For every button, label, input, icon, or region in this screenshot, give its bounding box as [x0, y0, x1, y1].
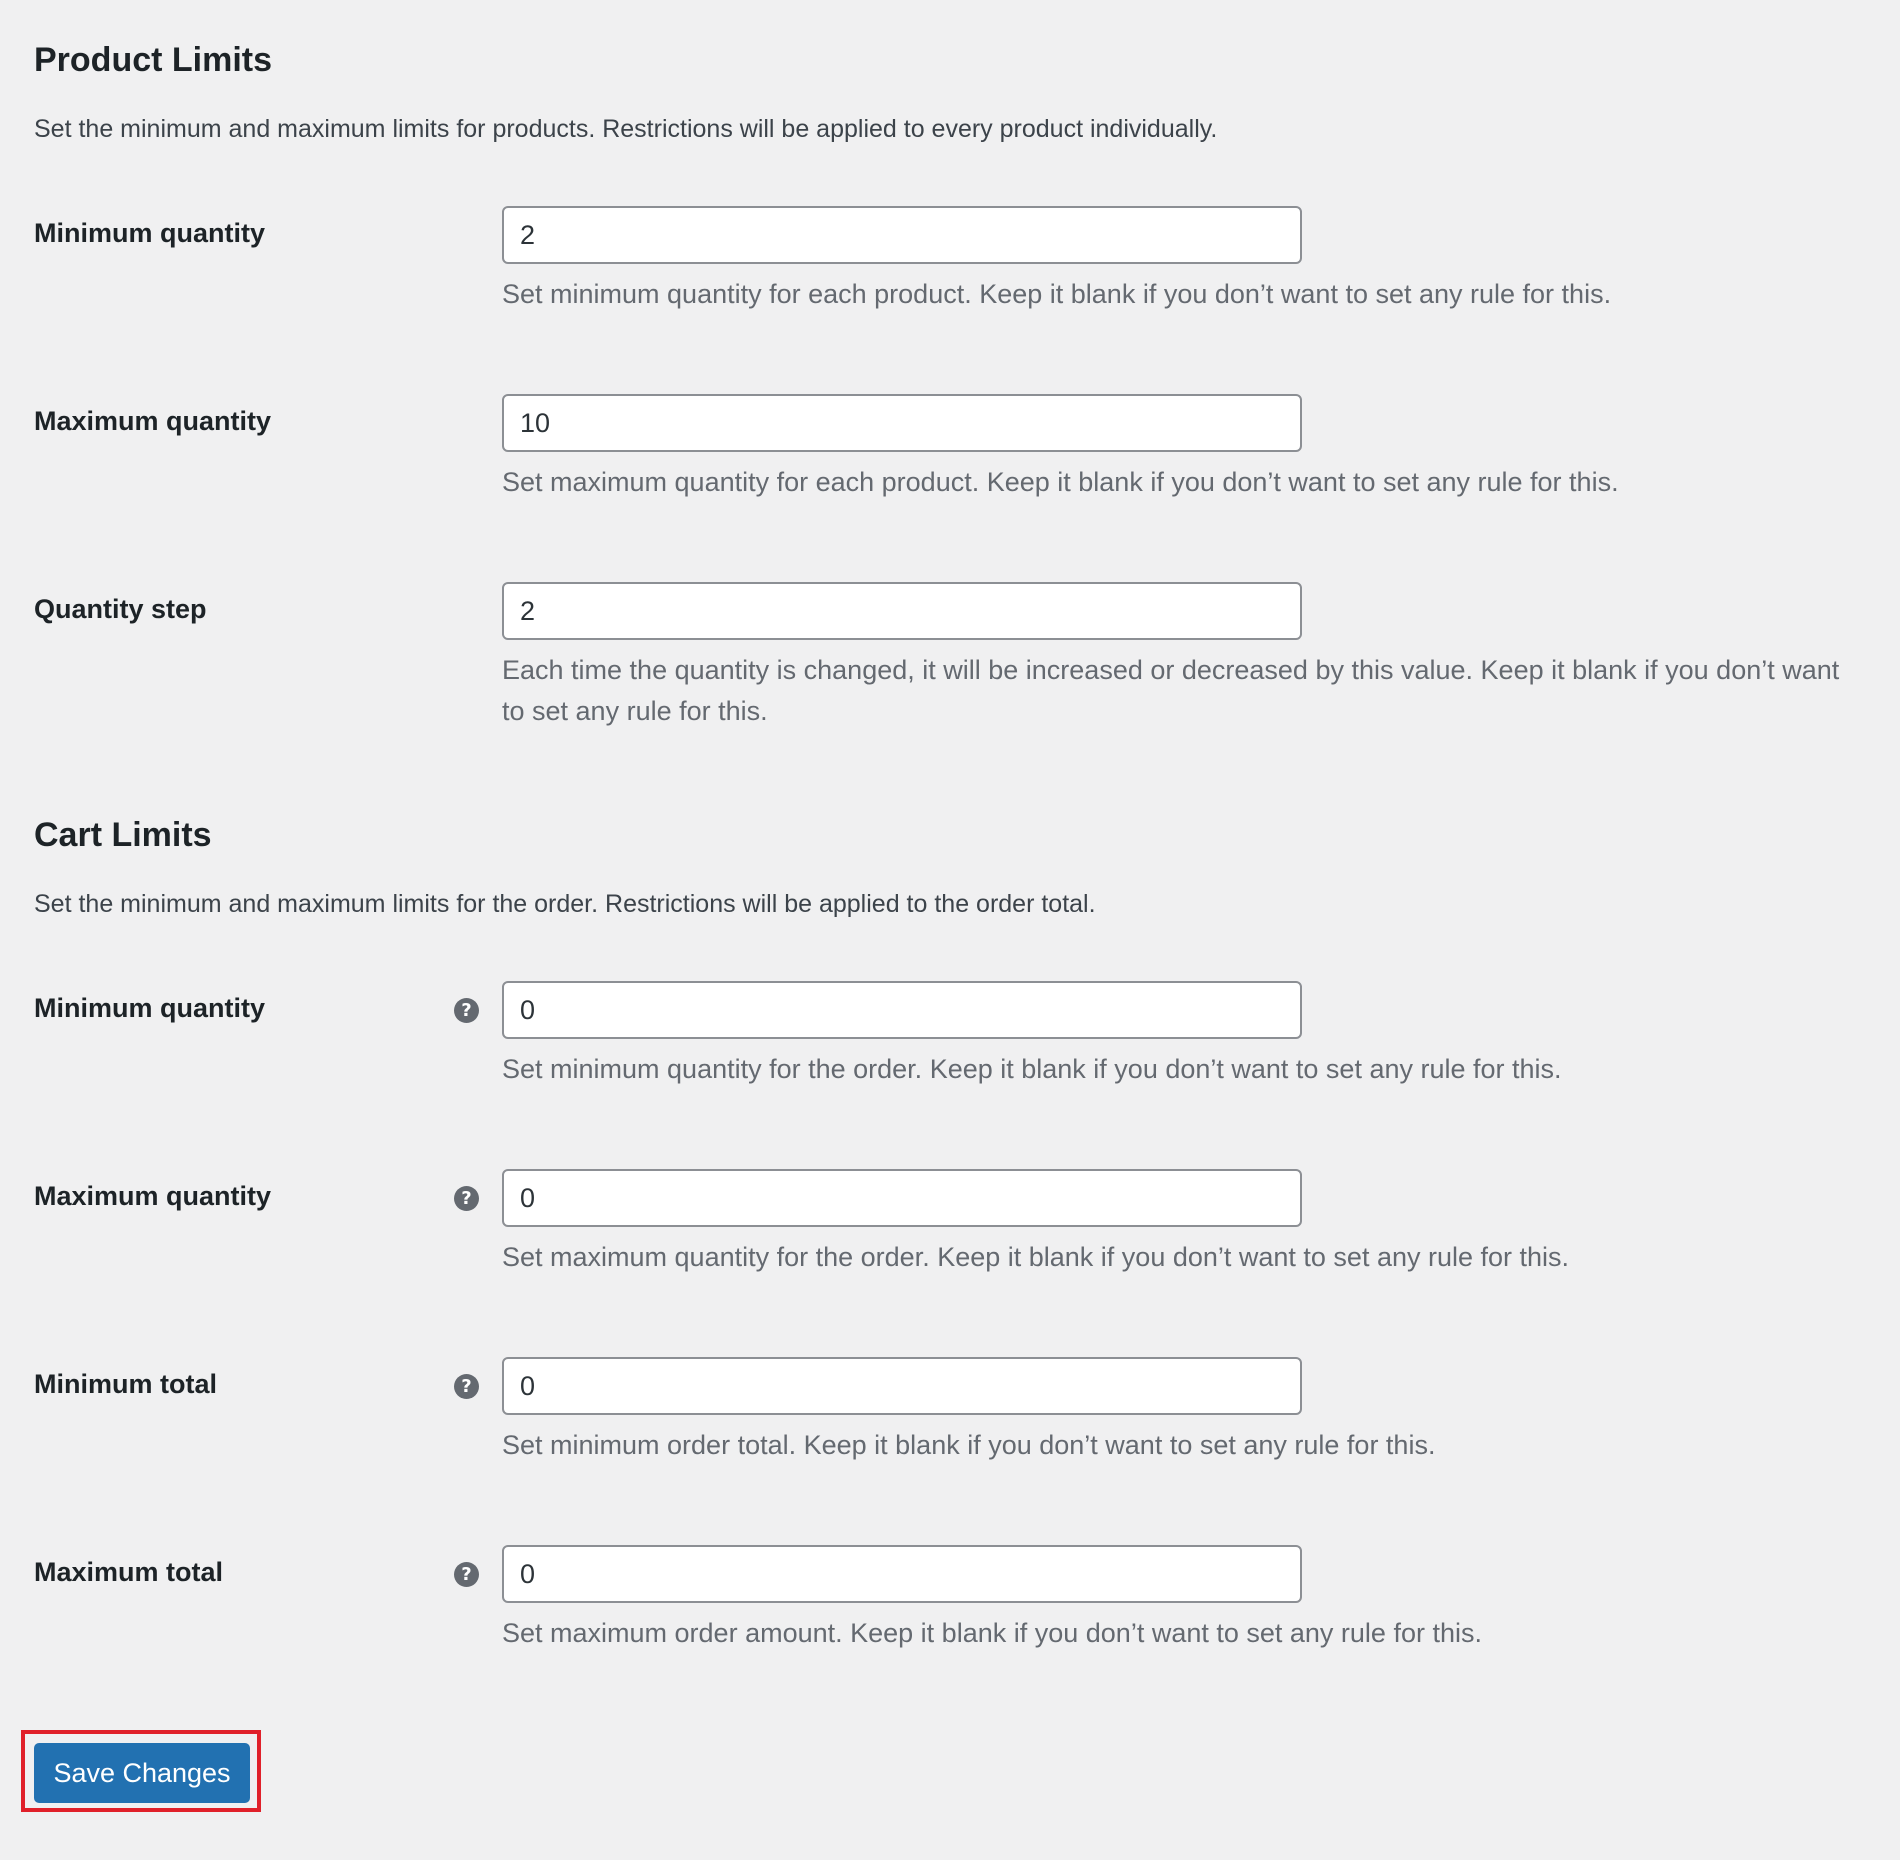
save-changes-button[interactable]: Save Changes — [34, 1743, 250, 1803]
cart-max-quantity-help: Set maximum quantity for the order. Keep it blank if you don’t want to set any rule for this. — [502, 1242, 1570, 1272]
cart-min-total-help: Set minimum order total. Keep it blank if you don’t want to set any rule for this. — [502, 1430, 1436, 1460]
cart-max-quantity-input[interactable] — [502, 1169, 1302, 1227]
question-circle-icon[interactable]: ? — [454, 1186, 479, 1211]
product-max-quantity-help: Set maximum quantity for each product. Keep it blank if you don’t want to set any rule for this. — [502, 467, 1619, 497]
cart-max-total-label: Maximum total — [34, 1557, 224, 1587]
product-min-quantity-label: Minimum quantity — [34, 218, 265, 248]
product-quantity-step-label: Quantity step — [34, 594, 207, 624]
cart-min-quantity-label: Minimum quantity — [34, 993, 265, 1023]
cart-max-quantity-label: Maximum quantity — [34, 1181, 272, 1211]
save-button-highlight — [21, 1730, 261, 1812]
product-max-quantity-input[interactable] — [502, 394, 1302, 452]
cart-max-total-input[interactable] — [502, 1545, 1302, 1603]
cart-limits-heading: Cart Limits — [34, 816, 212, 854]
cart-limits-description: Set the minimum and maximum limits for the order. Restrictions will be applied to the order total. — [34, 890, 1096, 918]
product-min-quantity-input[interactable] — [502, 206, 1302, 264]
product-limits-heading: Product Limits — [34, 41, 273, 79]
cart-max-total-help: Set maximum order amount. Keep it blank if you don’t want to set any rule for this. — [502, 1618, 1482, 1648]
product-min-quantity-help: Set minimum quantity for each product. Keep it blank if you don’t want to set any rule for this. — [502, 279, 1612, 309]
question-circle-icon[interactable]: ? — [454, 1562, 479, 1587]
question-circle-icon[interactable]: ? — [454, 1374, 479, 1399]
product-limits-description: Set the minimum and maximum limits for products. Restrictions will be applied to every product individually. — [34, 115, 1218, 143]
product-max-quantity-label: Maximum quantity — [34, 406, 272, 436]
cart-min-quantity-input[interactable] — [502, 981, 1302, 1039]
cart-min-total-label: Minimum total — [34, 1369, 217, 1399]
cart-min-total-input[interactable] — [502, 1357, 1302, 1415]
product-quantity-step-input[interactable] — [502, 582, 1302, 640]
product-quantity-step-help: Each time the quantity is changed, it will be increased or decreased by this value. Keep it blank if you don’t want to set any rule for this. — [502, 655, 1840, 726]
question-circle-icon[interactable]: ? — [454, 998, 479, 1023]
cart-min-quantity-help: Set minimum quantity for the order. Keep it blank if you don’t want to set any rule for this. — [502, 1054, 1562, 1084]
